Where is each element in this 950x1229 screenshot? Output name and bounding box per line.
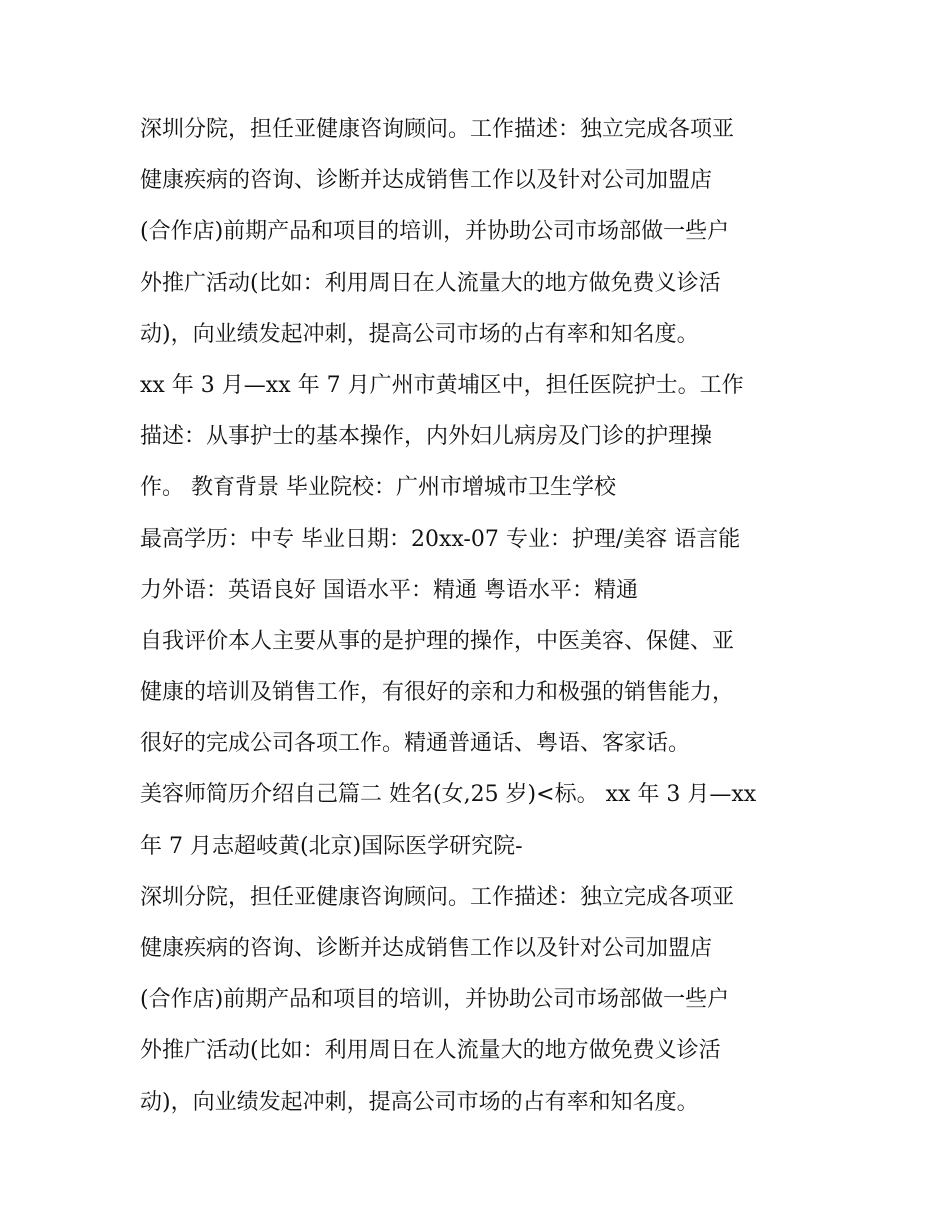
document-body (140, 104, 830, 1128)
text-line: xx 年 3 月—xx 年 7 月广州市黄埔区中，担任医院护士。工作 (140, 372, 744, 398)
text-line: 自我评价本人主要从事的是护理的操作，中医美容、保健、亚 (140, 628, 735, 654)
text-line: 深圳分院，担任亚健康咨询顾问。工作描述：独立完成各项亚 (140, 884, 735, 910)
text-line: 外推广活动(比如：利用周日在人流量大的地方做免费义诊活 (140, 270, 721, 296)
text-line: 力外语：英语良好 国语水平：精通 粤语水平：精通 (140, 577, 638, 603)
text-line: 作。 教育背景 毕业院校：广州市增城市卫生学校 (140, 475, 616, 501)
text-line: 深圳分院，担任亚健康咨询顾问。工作描述：独立完成各项亚 (140, 117, 735, 142)
text-line: 动)，向业绩发起冲刺，提高公司市场的占有率和知名度。 (140, 321, 699, 347)
text-line: 健康疾病的咨询、诊断并达成销售工作以及针对公司加盟店 (140, 168, 713, 194)
text-line: 美容师简历介绍自己篇二 姓名(女,25 岁)<标。 xx 年 3 月—xx (140, 782, 757, 808)
text-line: 最高学历：中专 毕业日期：20xx-07 专业：护理/美容 语言能 (140, 526, 741, 552)
text-line: 很好的完成公司各项工作。精通普通话、粤语、客家话。 (140, 731, 691, 757)
text-line: 描述：从事护士的基本操作，内外妇儿病房及门诊的护理操 (140, 424, 713, 450)
text-line: 健康的培训及销售工作，有很好的亲和力和极强的销售能力， (140, 680, 735, 706)
text-line: 年 7 月志超岐黄(北京)国际医学研究院- (140, 833, 523, 859)
text-line: (合作店)前期产品和项目的培训，并协助公司市场部做一些户 (140, 987, 730, 1013)
text-line: (合作店)前期产品和项目的培训，并协助公司市场部做一些户 (140, 219, 730, 245)
text-line: 外推广活动(比如：利用周日在人流量大的地方做免费义诊活 (140, 1038, 721, 1064)
text-line: 健康疾病的咨询、诊断并达成销售工作以及针对公司加盟店 (140, 936, 713, 961)
text-line: 动)，向业绩发起冲刺，提高公司市场的占有率和知名度。 (140, 1089, 699, 1115)
